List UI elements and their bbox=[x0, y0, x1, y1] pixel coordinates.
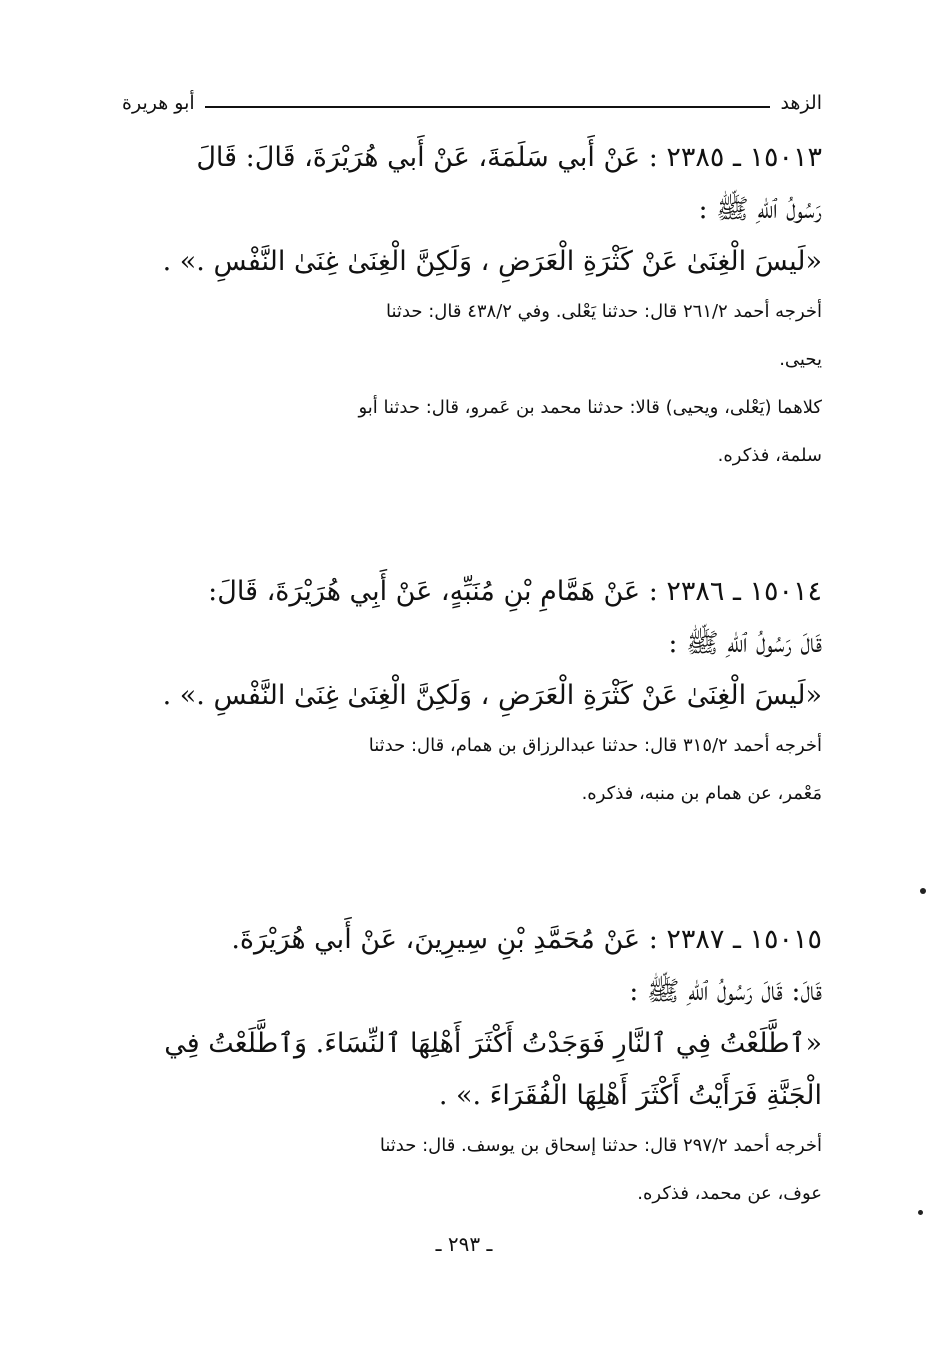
hadith-line: ١٥٠١٣ ـ ٢٣٨٥ : عَنْ أَبي سَلَمَةَ، عَنْ أَبي هُرَيْرَةَ، قَالَ: قَالَ bbox=[196, 142, 822, 173]
margin-dot-mark bbox=[918, 1210, 923, 1215]
header-narrator-title: أبو هريرة bbox=[122, 92, 195, 114]
margin-dot-mark bbox=[920, 888, 926, 894]
hadith-line: «لَيسَ الْغِنَىٰ عَنْ كَثْرَةِ الْعَرَضِ ، وَلَكِنَّ الْغِنَىٰ غِنَىٰ النَّفْسِ .» . bbox=[162, 680, 822, 711]
source-line: أخرجه أحمد ٢٦١/٢ قال: حدثنا يَعْلى. وفي ٤٣٨/٢ قال: حدثنا bbox=[386, 301, 822, 322]
header-rule bbox=[205, 106, 771, 108]
source-line: كلاهما (يَعْلى، ويحيى) قالا: حدثنا محمد بن عَمرو، قال: حدثنا أبو bbox=[358, 397, 822, 418]
source-line: يحيى. bbox=[779, 349, 822, 370]
hadith-entry-15013 bbox=[122, 132, 822, 480]
source-line: أخرجه أحمد ٢٩٧/٢ قال: حدثنا إسحاق بن يوسف. قال: حدثنا bbox=[379, 1135, 822, 1156]
running-header bbox=[122, 86, 822, 120]
source-line: عوف، عن محمد، فذكره. bbox=[637, 1183, 822, 1204]
hadith-line: «لَيسَ الْغِنَىٰ عَنْ كَثْرَةِ الْعَرَضِ ، وَلَكِنَّ الْغِنَىٰ غِنَىٰ النَّفْسِ .» . bbox=[162, 246, 822, 277]
source-line: سلمة، فذكره. bbox=[717, 445, 822, 466]
hadith-line: ١٥٠١٥ ـ ٢٣٨٧ : عَنْ مُحَمَّدِ بْنِ سِيرِينَ، عَنْ أَبي هُرَيْرَةَ. bbox=[231, 924, 822, 955]
hadith-line: الْجَنَّةِ فَرَأَيْتُ أَكْثَرَ أَهْلِهَا الْفُقَرَاءَ .» . bbox=[438, 1080, 822, 1111]
hadith-line: ١٥٠١٤ ـ ٢٣٨٦ : عَنْ هَمَّامِ بْنِ مُنَبِّهٍ، عَنْ أَبِي هُرَيْرَةَ، قَالَ: bbox=[208, 576, 822, 607]
hadith-line: قَالَ رَسُولُ ٱللهِ ﷺ : bbox=[668, 628, 822, 659]
header-section-title: الزهد bbox=[780, 92, 822, 114]
source-line: مَعْمر، عن همام بن منبه، فذكره. bbox=[581, 783, 822, 804]
page-number: ـ ٢٩٣ ـ bbox=[435, 1232, 493, 1256]
hadith-entry-15015 bbox=[122, 914, 822, 1218]
hadith-line: «ٱطَّلَعْتُ فِي ٱلنَّارِ فَوَجَدْتُ أَكْثَرَ أَهْلِهَا ٱلنِّسَاءَ. وَٱطَّلَعْتُ فِي bbox=[164, 1028, 822, 1059]
source-line: أخرجه أحمد ٣١٥/٢ قال: حدثنا عبدالرزاق بن همام، قال: حدثنا bbox=[368, 735, 822, 756]
hadith-entry-15014 bbox=[122, 566, 822, 818]
hadith-line: رَسُولُ ٱللهِ ﷺ : bbox=[698, 194, 822, 225]
hadith-line: قَالَ: قَالَ رَسُولُ ٱللهِ ﷺ : bbox=[629, 976, 822, 1007]
